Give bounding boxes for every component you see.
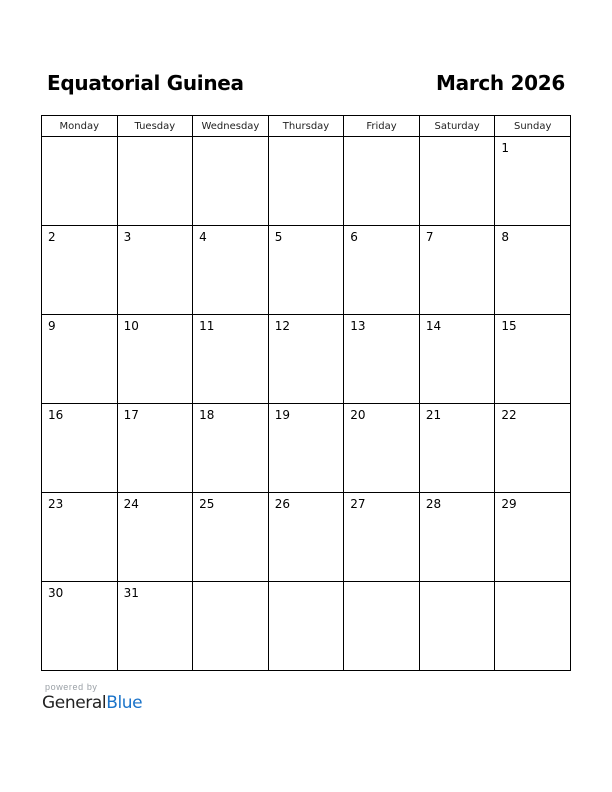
day-cell [419,493,495,582]
day-cell [419,315,495,404]
day-number: 30 [48,586,64,600]
day-number: 8 [501,230,510,244]
day-number: 27 [350,497,366,511]
weekday-friday: Friday [344,116,420,137]
day-number: 21 [425,408,442,422]
day-cell [495,493,571,582]
day-number: 28 [425,497,442,511]
day-number: 4 [199,230,207,244]
day-number: 18 [199,408,215,422]
day-cell [495,582,571,671]
day-number [193,137,268,141]
day-number: 25 [199,497,215,511]
country-title: Equatorial Guinea [47,71,244,95]
day-cell [117,226,193,315]
weekday-tuesday: Tuesday [117,116,193,137]
day-cell [419,137,495,226]
day-number: 23 [48,497,64,511]
day-cell [42,137,118,226]
day-cell [268,315,344,404]
day-number: 6 [350,230,358,244]
day-number [269,137,344,141]
week-row [42,226,571,315]
day-cell [495,226,571,315]
day-cell [193,493,269,582]
day-number: 15 [501,319,517,333]
weekday-header-row [42,116,571,137]
day-number: 19 [274,408,290,422]
day-cell [344,137,420,226]
day-number: 3 [123,230,132,244]
day-number [269,582,344,586]
day-cell [193,226,269,315]
powered-by-text: powered by [45,682,98,692]
day-number [420,137,495,141]
day-number: 17 [123,408,139,422]
day-cell [117,404,193,493]
week-row [42,404,571,493]
day-number [42,137,117,141]
week-row [42,315,571,404]
day-number: 24 [123,497,139,511]
day-cell [193,582,269,671]
month-title: March 2026 [436,71,565,95]
day-number [420,582,495,586]
day-number: 9 [48,319,56,333]
week-row [42,582,571,671]
day-number: 22 [501,408,517,422]
brand-blue-text: Blue [106,693,143,713]
day-cell [419,582,495,671]
day-cell [268,582,344,671]
week-row [42,137,571,226]
day-number: 14 [425,319,442,333]
day-cell [117,493,193,582]
weekday-saturday: Saturday [419,116,495,137]
brand-general-text: General [42,693,107,713]
day-number: 11 [199,319,215,333]
day-number: 10 [123,319,139,333]
day-cell [419,226,495,315]
weekday-thursday: Thursday [268,116,344,137]
day-cell [117,582,193,671]
day-cell [268,404,344,493]
day-cell [344,404,420,493]
day-number: 12 [274,319,290,333]
day-number [344,137,419,141]
day-cell [117,137,193,226]
day-number [118,137,193,141]
day-number: 13 [350,319,366,333]
day-number [193,582,268,586]
day-cell [268,226,344,315]
day-number: 31 [123,586,139,600]
day-cell [42,226,118,315]
day-cell [42,582,118,671]
weekday-wednesday: Wednesday [193,116,269,137]
day-cell [419,404,495,493]
day-number: 5 [274,230,283,244]
day-cell [495,137,571,226]
day-cell [344,582,420,671]
weekday-monday: Monday [42,116,118,137]
day-number: 26 [274,497,290,511]
day-number [495,582,570,586]
day-cell [268,137,344,226]
day-cell [344,315,420,404]
day-cell [193,137,269,226]
day-cell [268,493,344,582]
day-cell [344,226,420,315]
day-cell [42,315,118,404]
day-cell [193,404,269,493]
day-cell [344,493,420,582]
day-number: 16 [48,408,64,422]
calendar-grid [41,115,571,671]
day-cell [495,315,571,404]
week-row [42,493,571,582]
generalblue-logo[interactable] [42,693,142,713]
day-number: 29 [501,497,517,511]
day-number: 7 [425,230,434,244]
day-number: 2 [48,230,56,244]
day-cell [193,315,269,404]
day-number: 20 [350,408,366,422]
day-number [344,582,419,586]
day-cell [117,315,193,404]
weekday-sunday: Sunday [495,116,571,137]
day-cell [42,404,118,493]
day-cell [42,493,118,582]
day-cell [495,404,571,493]
day-number: 1 [501,141,510,155]
